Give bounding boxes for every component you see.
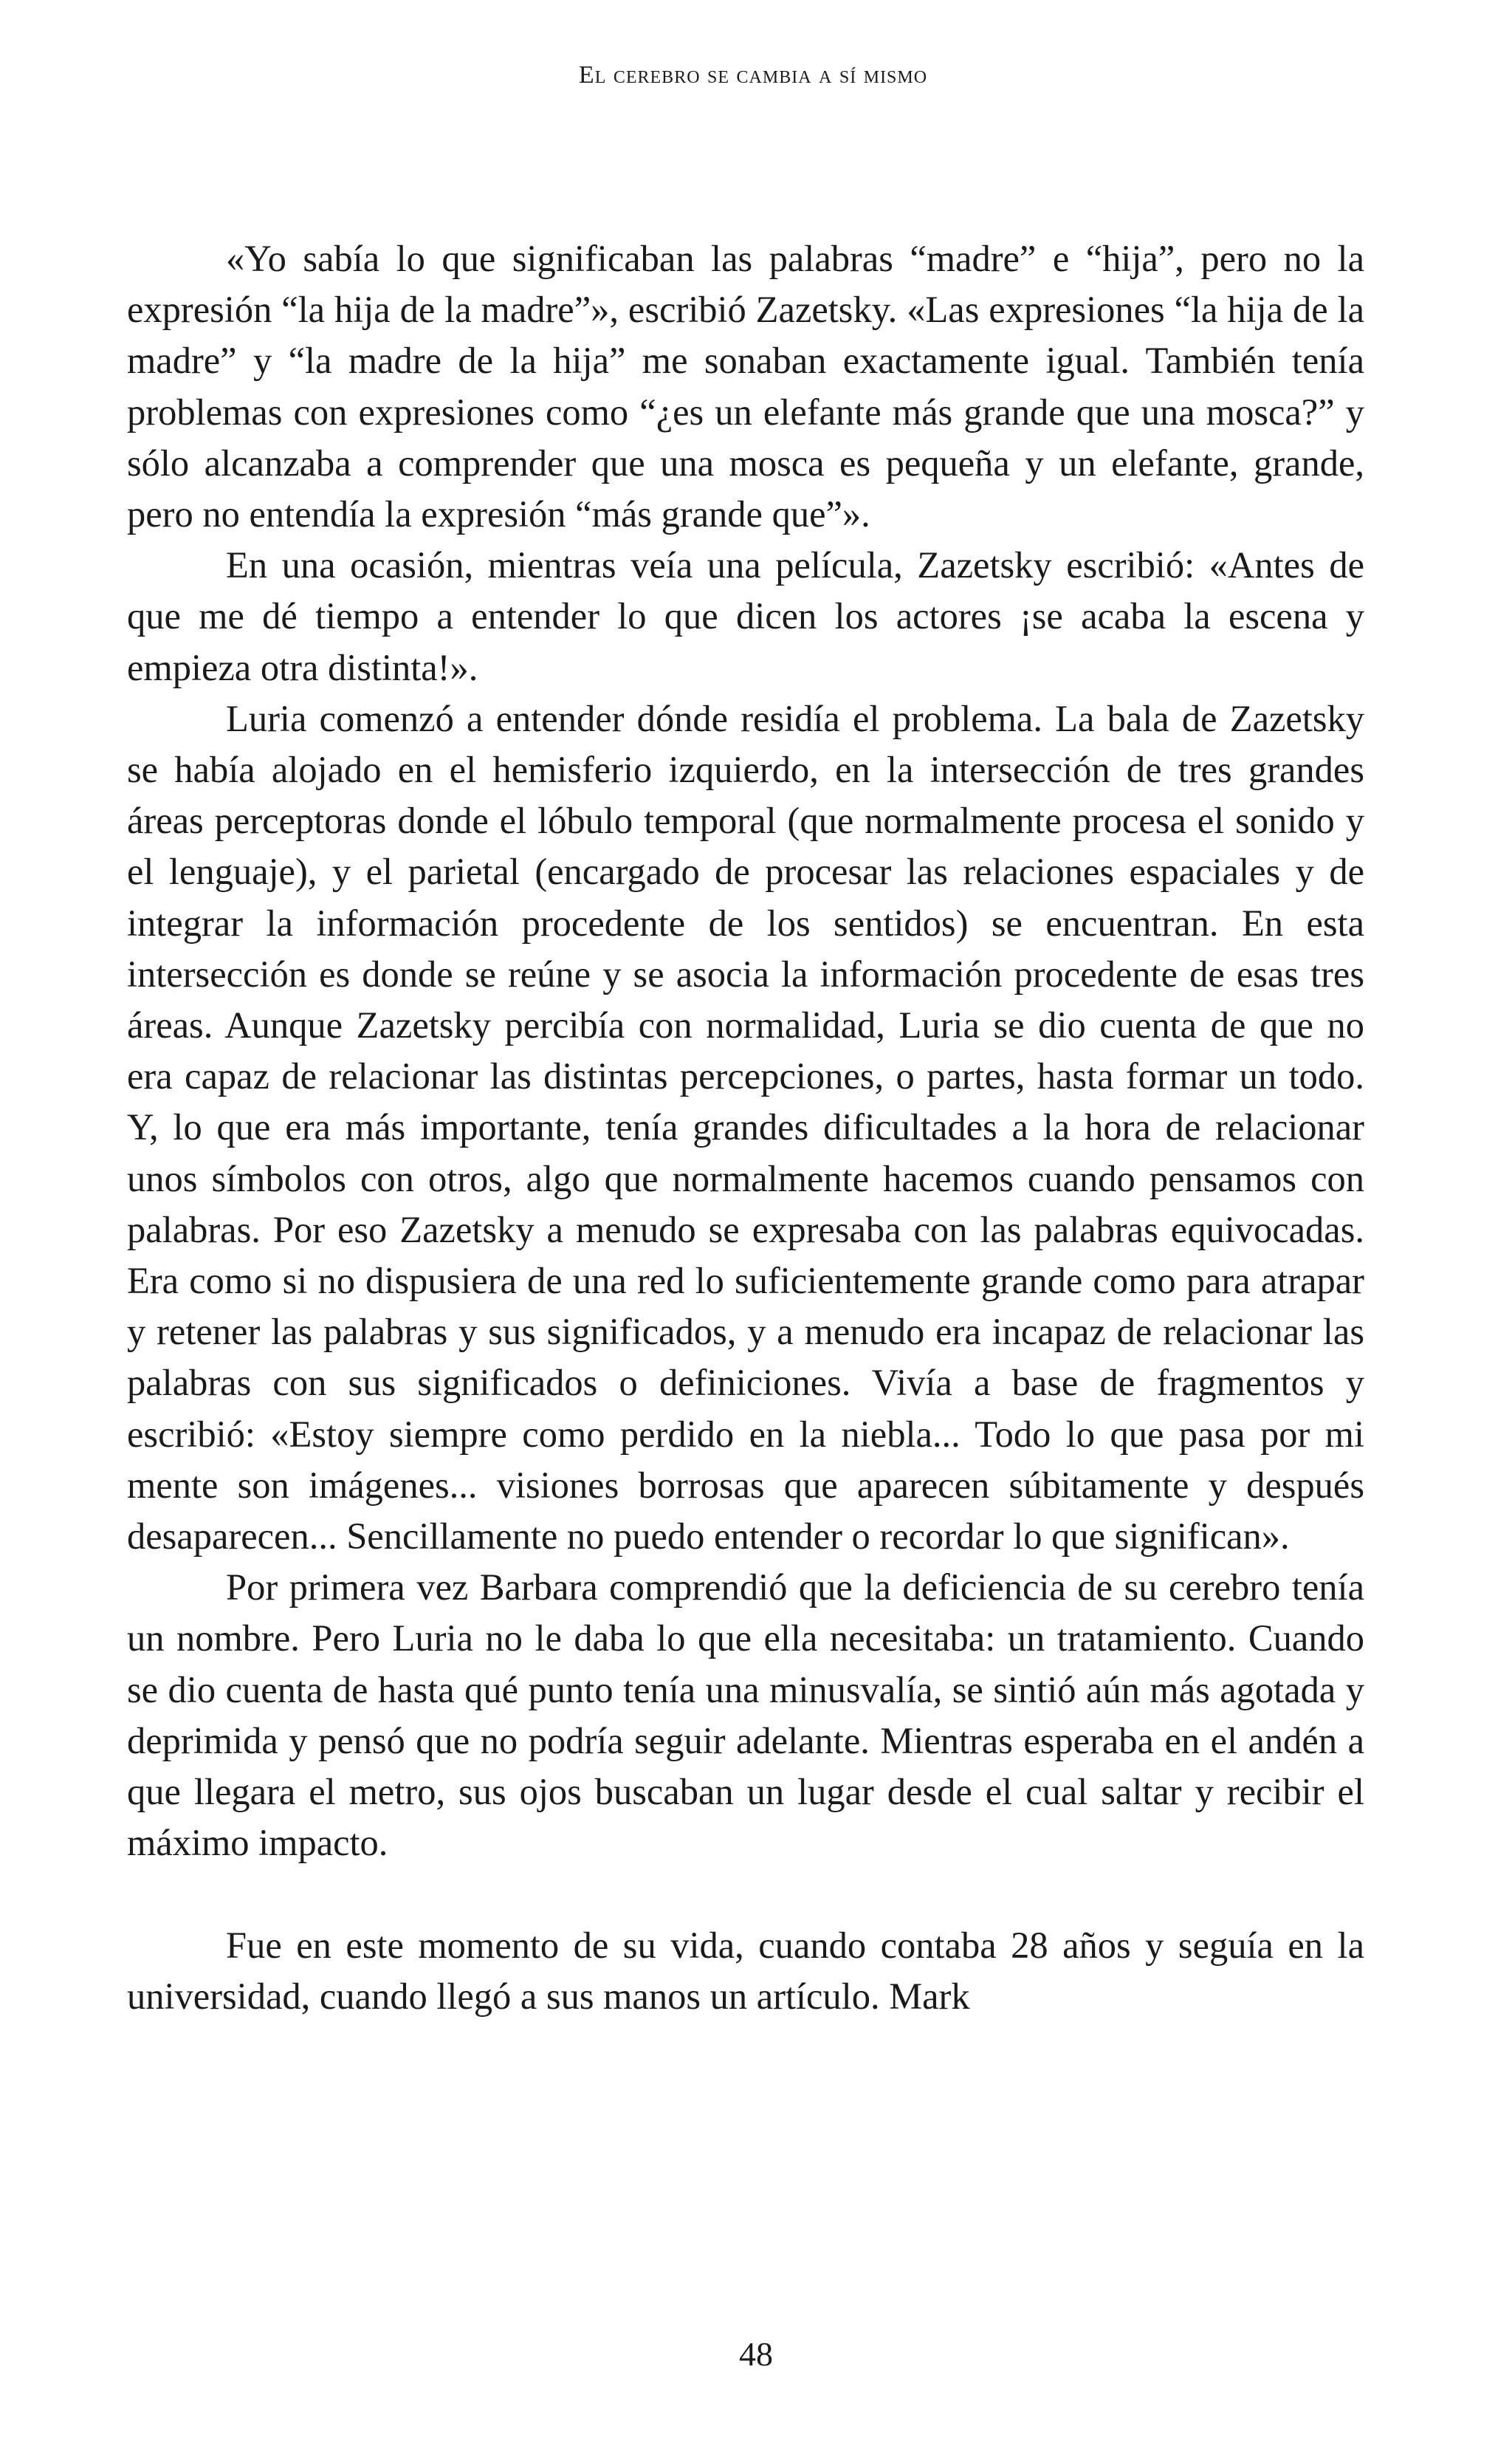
body-text [127,233,1364,2022]
paragraph-luria: Luria comenzó a entender dónde residía el problema. La bala de Zazetsky se había alojado en el hemisferio izquierdo, en la intersección de tres grandes áreas perceptoras donde el lóbulo temporal (que normalmente procesa el sonido y el lenguaje), y el parietal (encargado de procesar las relaciones espaciales y de integrar la información procedente de los sentidos) se encuentran. En esta intersección es donde se reúne y se asocia la información procedente de esas tres áreas. Aunque Zazetsky percibía con normalidad, Luria se dio cuenta de que no era capaz de relacionar las distintas percepciones, o partes, hasta formar un todo. Y, lo que era más importante, tenía grandes dificultades a la hora de relacionar unos símbolos con otros, algo que normalmente hacemos cuando pensamos con palabras. Por eso Zazetsky a menudo se expresaba con las palabras equivocadas. Era como si no dispusiera de una red lo suficientemente grande como para atrapar y retener las palabras y sus significados, y a menudo era incapaz de relacionar las palabras con sus significados o definiciones. Vivía a base de fragmentos y escribió: «Estoy siempre como perdido en la niebla... Todo lo que pasa por mi mente son imágenes... visiones borrosas que aparecen súbitamente y después desaparecen... Sencillamente no puedo entender o recordar lo que significan». [127,697,1364,1558]
paragraph-article: Fue en este momento de su vida, cuando contaba 28 años y seguía en la universidad, cuando llegó a sus manos un artículo. Mark [127,1924,1364,2017]
paragraph-zazetsky-quote: «Yo sabía lo que significaban las palabras “madre” e “hija”, pero no la expresión “la hija de la madre”», escribió Zazetsky. «Las expresiones “la hija de la madre” y “la madre de la hija” me sonaban exactamente igual. También tenía problemas con expresiones como “¿es un elefante más grande que una mosca?” y sólo alcanzaba a comprender que una mosca es pequeña y un elefante, grande, pero no entendía la expresión “más grande que”». [127,238,1364,535]
running-head: El cerebro se cambia a sí mismo [578,61,928,89]
paragraph-barbara: Por primera vez Barbara comprendió que la deficiencia de su cerebro tenía un nombre. Pero Luria no le daba lo que ella necesitaba: un tratamiento. Cuando se dio cuenta de hasta qué punto tenía una minusvalía, se sintió aún más agotada y deprimida y pensó que no podría seguir adelante. Mientras esperaba en el andén a que llegara el metro, sus ojos buscaban un lugar desde el cual saltar y recibir el máximo impacto. [127,1566,1364,1864]
page-number: 48 [739,2335,773,2373]
paragraph-movie: En una ocasión, mientras veía una película, Zazetsky escribió: «Antes de que me dé tiempo a entender lo que dicen los actores ¡se acaba la escena y empieza otra distinta!». [127,544,1364,688]
